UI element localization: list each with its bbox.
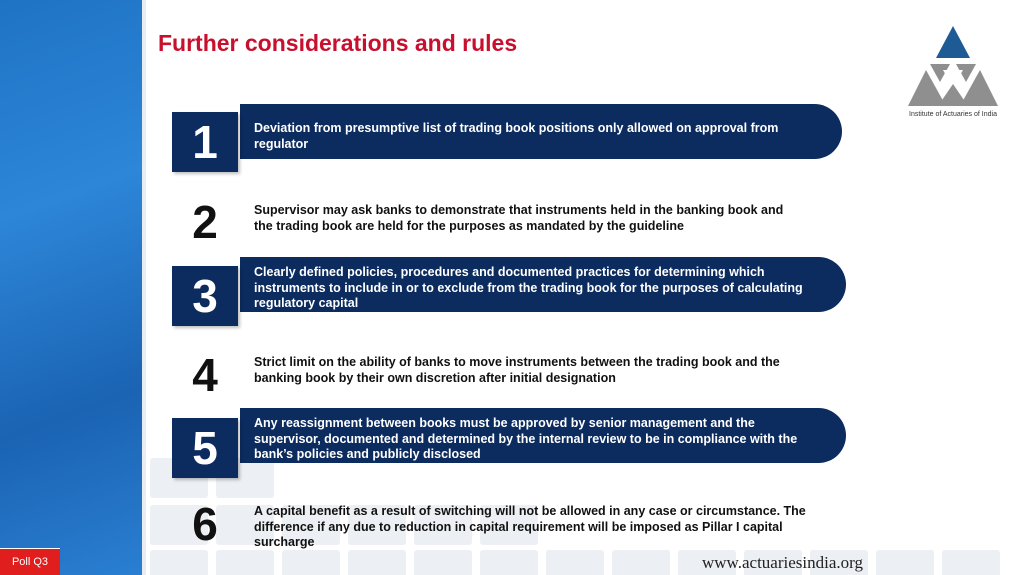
slide-title: Further considerations and rules <box>158 30 518 56</box>
item-6-number: 6 <box>192 498 218 550</box>
item-2-number: 2 <box>192 196 218 248</box>
item-4-number: 4 <box>192 349 218 401</box>
item-3-text: Clearly defined policies, procedures and documented practices for determining which instruments to include in or to exclude from the trading book for the purposes of calculating regulatory capital <box>254 265 803 310</box>
website-link[interactable]: www.actuariesindia.org <box>702 553 863 572</box>
item-5-text: Any reassignment between books must be approved by senior management and the supervisor, documented and determined by the internal review to be in compliance with the bank’s policies and publicly disclosed <box>254 416 798 461</box>
logo-text: Institute of Actuaries of India <box>909 111 997 118</box>
item-5-number: 5 <box>172 418 238 478</box>
item-2-text: Supervisor may ask banks to demonstrate that instruments held in the banking book and the trading book are held for the purposes as mandated by the guideline <box>254 203 784 233</box>
left-decorative-bar <box>0 0 146 575</box>
item-1-text: Deviation from presumptive list of trading book positions only allowed on approval from regulator <box>254 121 779 151</box>
item-6-text: A capital benefit as a result of switching will not be allowed in any case or circumstance. The difference if any due to reduction in capital requirement will be imposed as Pillar I capital surcharge <box>254 504 806 549</box>
item-3-number: 3 <box>172 266 238 326</box>
item-1-number: 1 <box>172 112 238 172</box>
institute-triangle-logo-icon <box>902 24 1004 124</box>
item-4-text: Strict limit on the ability of banks to move instruments between the trading book and the banking book by their own discretion after initial designation <box>254 355 780 385</box>
poll-button[interactable]: Poll Q3 <box>0 549 60 575</box>
